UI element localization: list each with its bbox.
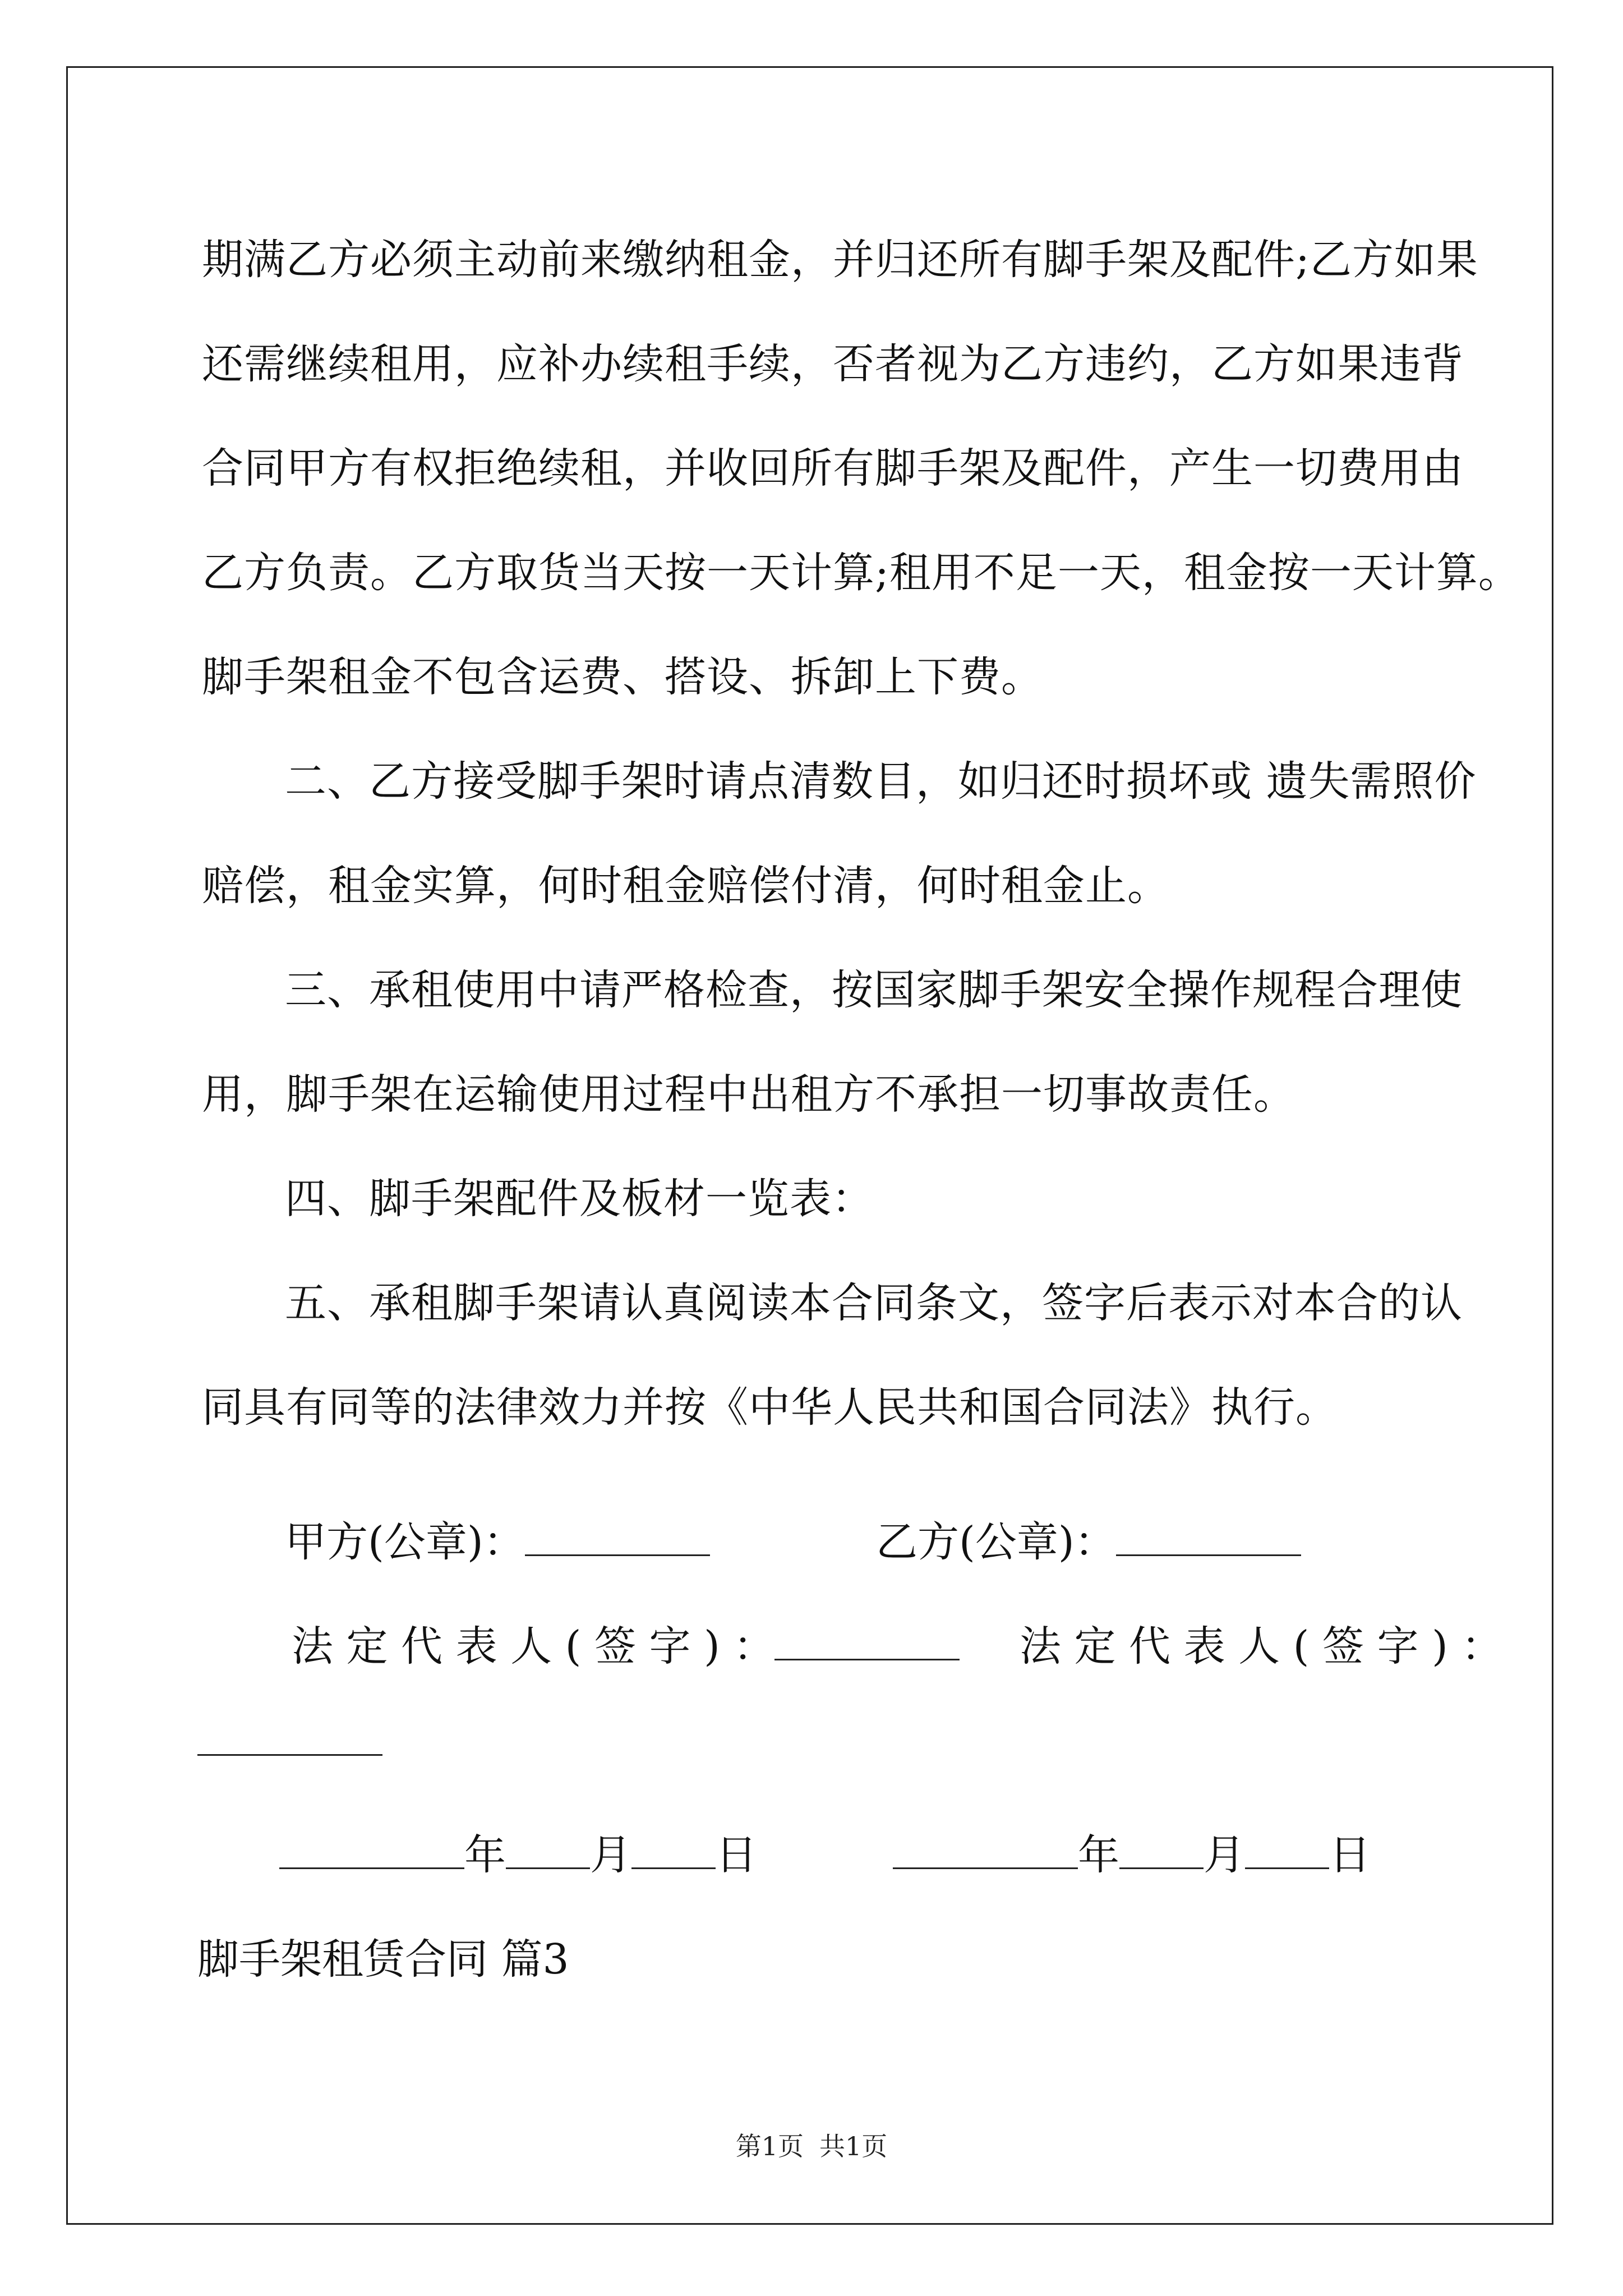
party-a-label: 甲方(公章)：: [285, 1518, 525, 1566]
rep-a-row: [292, 1613, 960, 1673]
text-line: 期满乙方必须主动前来缴纳租金，并归还所有脚手架及配件;乙方如果: [202, 236, 1478, 284]
paragraph-5: [202, 1251, 1463, 1460]
party-b-seal-blank: [1116, 1522, 1301, 1556]
date-a-year-blank: [279, 1835, 464, 1869]
section-title: 脚手架租赁合同 篇3: [197, 1935, 569, 1984]
document-body: [202, 208, 1520, 1460]
date-a-day-blank: [631, 1835, 716, 1869]
rep-a-sign-blank: [774, 1626, 960, 1660]
text-line: 还需继续租用，应补办续租手续，否者视为乙方违约，乙方如果违背: [202, 340, 1464, 388]
date-a-month-blank: [506, 1835, 590, 1869]
text-line: 同具有同等的法律效力并按《中华人民共和国合同法》执行。: [202, 1383, 1338, 1432]
party-b-seal-row: [876, 1509, 1301, 1568]
date-a-month: 月: [590, 1831, 631, 1879]
rep-a-label: 法 定 代 表 人 ( 签 字 ) ：: [292, 1622, 775, 1671]
date-b-year: 年: [1078, 1831, 1119, 1879]
paragraph-1: [202, 208, 1520, 729]
paragraph-3: [202, 938, 1463, 1147]
next-section-title: [197, 1926, 569, 1986]
rep-b-sign-blank: [197, 1722, 382, 1756]
page-footer: [0, 2126, 1623, 2163]
text-line: 三、承租使用中请严格检查，按国家脚手架安全操作规程合理使: [285, 966, 1463, 1014]
date-b-month: 月: [1204, 1831, 1245, 1879]
rep-b-sign-row: [197, 1718, 382, 1766]
text-line: 二、乙方接受脚手架时请点清数目，如归还时损坏或 遗失需照价: [285, 757, 1477, 806]
text-line: 五、承租脚手架请认真阅读本合同条文，签字后表示对本合的认: [285, 1279, 1463, 1327]
party-a-seal-blank: [525, 1522, 710, 1556]
date-b-day-blank: [1245, 1835, 1329, 1869]
party-b-label: 乙方(公章)：: [876, 1518, 1116, 1566]
paragraph-2: [202, 729, 1477, 938]
page-total: 共1页: [819, 2131, 888, 2161]
party-a-seal-row: [285, 1509, 710, 1568]
date-b-year-blank: [893, 1835, 1078, 1869]
rep-b-label: 法 定 代 表 人 ( 签 字 ) ：: [1020, 1622, 1503, 1671]
date-b-day: 日: [1329, 1831, 1371, 1879]
paragraph-4: [202, 1147, 1424, 1251]
text-line: 乙方负责。乙方取货当天按一天计算;租用不足一天，租金按一天计算。: [202, 549, 1520, 597]
rep-b-row: [1020, 1613, 1502, 1673]
text-line: 合同甲方有权拒绝续租，并收回所有脚手架及配件，产生一切费用由: [202, 444, 1464, 493]
date-a-row: [279, 1822, 757, 1881]
text-line: 四、脚手架配件及板材一览表：: [285, 1175, 874, 1223]
page-number: 第1页: [735, 2131, 804, 2161]
date-b-month-blank: [1119, 1835, 1204, 1869]
date-a-year: 年: [464, 1831, 506, 1879]
date-b-row: [893, 1822, 1371, 1881]
date-a-day: 日: [716, 1831, 757, 1879]
text-line: 脚手架租金不包含运费、搭设、拆卸上下费。: [202, 653, 1043, 701]
text-line: 用，脚手架在运输使用过程中出租方不承担一切事故责任。: [202, 1070, 1295, 1119]
text-line: 赔偿，租金实算，何时租金赔偿付清，何时租金止。: [202, 862, 1169, 910]
